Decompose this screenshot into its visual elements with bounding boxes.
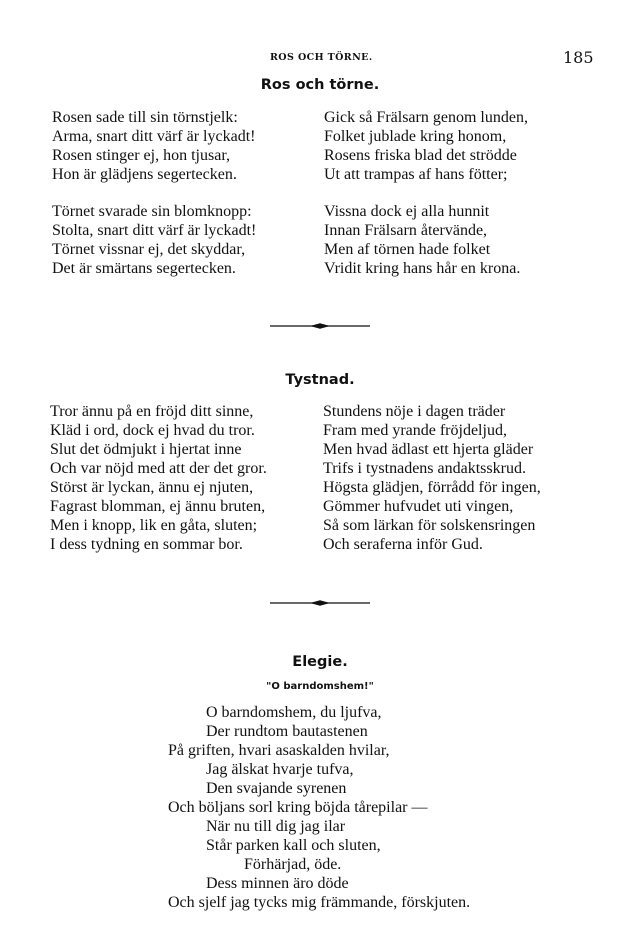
verse-line: Och var nöjd med att der det gror. xyxy=(50,460,267,477)
poem-subtitle: "O barndomshem!" xyxy=(266,681,374,692)
verse-line: Rosen stinger ej, hon tjusar, xyxy=(52,147,230,164)
stanza-gap xyxy=(52,184,256,202)
running-title: ROS OCH TÖRNE. xyxy=(270,52,373,63)
verse-line: Men hvad ädlast ett hjerta gläder xyxy=(323,441,534,458)
verse-line: Rosen sade till sin törnstjelk: xyxy=(52,109,238,126)
verse-line: Gick så Frälsarn genom lunden, xyxy=(324,109,528,126)
verse-line: Folket jublade kring honom, xyxy=(324,128,507,145)
poem-title-tystnad: Tystnad. xyxy=(285,372,355,388)
verse-line: Jag älskat hvarje tufva, xyxy=(206,761,354,778)
verse-line: I dess tydning en sommar bor. xyxy=(50,536,243,553)
verse-line: Stundens nöje i dagen träder xyxy=(323,403,506,420)
verse-line: Så som lärkan för solskensringen xyxy=(323,517,536,534)
verse-line: Står parken kall och sluten, xyxy=(206,837,381,854)
verse-line: Slut det ödmjukt i hjertat inne xyxy=(50,441,242,458)
verse-line: Men af törnen hade folket xyxy=(324,241,491,258)
verse-line: Och seraferna inför Gud. xyxy=(323,536,483,553)
verse-line: Fagrast blomman, ej ännu bruten, xyxy=(50,498,266,515)
verse-line: Trifs i tystnadens andaktsskrud. xyxy=(323,460,526,477)
verse-line: Fram med yrande fröjdeljud, xyxy=(323,422,507,439)
verse-line: Men i knopp, lik en gåta, sluten; xyxy=(50,517,258,534)
verse-line: Dess minnen äro döde xyxy=(206,875,349,892)
verse-line: Ut att trampas af hans fötter; xyxy=(324,166,508,183)
verse-line: Rosens friska blad det strödde xyxy=(324,147,517,164)
verse-line: Innan Frälsarn återvände, xyxy=(324,222,488,239)
verse-line: O barndomshem, du ljufva, xyxy=(206,704,382,721)
verse-line: Kläd i ord, dock ej hvad du tror. xyxy=(50,422,255,439)
verse-line: Törnet svarade sin blomknopp: xyxy=(52,203,252,220)
ros-och-torne-left-column xyxy=(52,108,256,278)
poem-title-ros-och-torne: Ros och törne. xyxy=(260,77,380,93)
verse-line: Den svajande syrenen xyxy=(206,780,347,797)
verse-line: Hon är glädjens segertecken. xyxy=(52,166,237,183)
tystnad-left-column xyxy=(50,402,267,554)
section-divider xyxy=(270,322,370,330)
verse-line: Störst är lyckan, ännu ej njuten, xyxy=(50,479,254,496)
verse-line: När nu till dig jag ilar xyxy=(206,818,346,835)
verse-line: Stolta, snart ditt värf är lyckadt! xyxy=(52,222,257,239)
verse-line: Tror ännu på en fröjd ditt sinne, xyxy=(50,403,254,420)
verse-line: Och böljans sorl kring böjda tårepilar — xyxy=(168,799,428,816)
verse-line: Vridit kring hans hår en krona. xyxy=(324,260,521,277)
verse-line: Förhärjad, öde. xyxy=(244,856,342,873)
verse-line: Vissna dock ej alla hunnit xyxy=(324,203,490,220)
running-head xyxy=(0,48,640,68)
page-number: 185 xyxy=(563,48,594,67)
section-divider xyxy=(270,599,370,607)
tystnad-right-column xyxy=(323,402,541,554)
verse-line: Arma, snart ditt värf är lyckadt! xyxy=(52,128,256,145)
verse-line: Högsta glädjen, förrådd för ingen, xyxy=(323,479,541,496)
verse-line: Gömmer hufvudet uti vingen, xyxy=(323,498,514,515)
ros-och-torne-right-column xyxy=(324,108,528,278)
verse-line: Der rundtom bautastenen xyxy=(206,723,368,740)
verse-line: Törnet vissnar ej, det skyddar, xyxy=(52,241,246,258)
verse-line: Det är smärtans segertecken. xyxy=(52,260,236,277)
stanza-gap xyxy=(324,184,528,202)
verse-line: Och sjelf jag tycks mig främmande, förskjuten. xyxy=(168,894,471,911)
poem-title-elegie: Elegie. xyxy=(292,654,348,670)
verse-line: På griften, hvari asaskalden hvilar, xyxy=(168,742,390,759)
